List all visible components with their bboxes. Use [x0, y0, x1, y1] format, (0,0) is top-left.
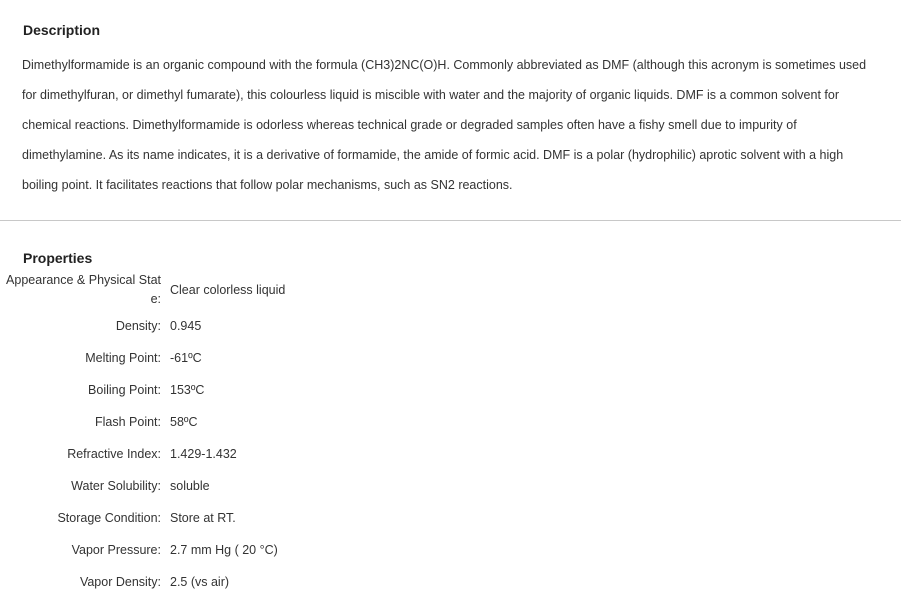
property-label: Water Solubility:: [71, 479, 161, 493]
property-row: [0, 438, 285, 470]
property-row: [0, 534, 285, 566]
description-heading: Description: [23, 22, 101, 38]
property-value: 0.945: [170, 319, 202, 333]
property-value: 1.429-1.432: [170, 447, 237, 461]
property-value: Clear colorless liquid: [170, 283, 286, 297]
properties-table: [0, 270, 285, 598]
property-label: Vapor Density:: [79, 575, 161, 589]
property-label: Storage Condition:: [57, 511, 161, 525]
property-row: [0, 470, 285, 502]
property-row: [0, 310, 285, 342]
property-value: 153ºC: [170, 383, 205, 397]
property-value: -61ºC: [170, 351, 202, 365]
property-row: [0, 566, 285, 598]
property-value: soluble: [170, 479, 210, 493]
description-line: dimethylamine. As its name indicates, it is a derivative of formamide, the amide of formic acid. DMF is a polar (hydrophilic) aprotic solvent with a high: [22, 148, 844, 162]
property-label: Appearance & Physical State:: [6, 273, 161, 306]
property-label: Melting Point:: [85, 351, 161, 365]
description-line: Dimethylformamide is an organic compound with the formula (CH3)2NC(O)H. Commonly abbreviated as DMF (although this acronym is sometimes used: [22, 58, 867, 72]
property-row: [0, 502, 285, 534]
property-row: [0, 406, 285, 438]
property-label: Refractive Index:: [67, 447, 161, 461]
property-row: [0, 342, 285, 374]
property-label: Density:: [115, 319, 161, 333]
property-row: [0, 270, 285, 310]
property-value: 2.7 mm Hg ( 20 °C): [170, 543, 278, 557]
description-line: boiling point. It facilitates reactions that follow polar mechanisms, such as SN2 reactions.: [22, 178, 513, 192]
property-row: [0, 374, 285, 406]
section-divider: [0, 220, 901, 221]
property-value: 58ºC: [170, 415, 198, 429]
description-line: for dimethylfuran, or dimethyl fumarate), this colourless liquid is miscible with water and the majority of organic liquids. DMF is a common solvent for: [22, 88, 839, 102]
property-value: Store at RT.: [170, 511, 236, 525]
property-value: 2.5 (vs air): [170, 575, 230, 589]
property-label: Vapor Pressure:: [71, 543, 161, 557]
description-text: [22, 50, 901, 200]
description-line: chemical reactions. Dimethylformamide is odorless whereas technical grade or degraded samples often have a fishy smell due to impurity of: [22, 118, 797, 132]
property-label: Boiling Point:: [88, 383, 161, 397]
property-label: Flash Point:: [94, 415, 161, 429]
properties-heading: Properties: [23, 250, 93, 266]
